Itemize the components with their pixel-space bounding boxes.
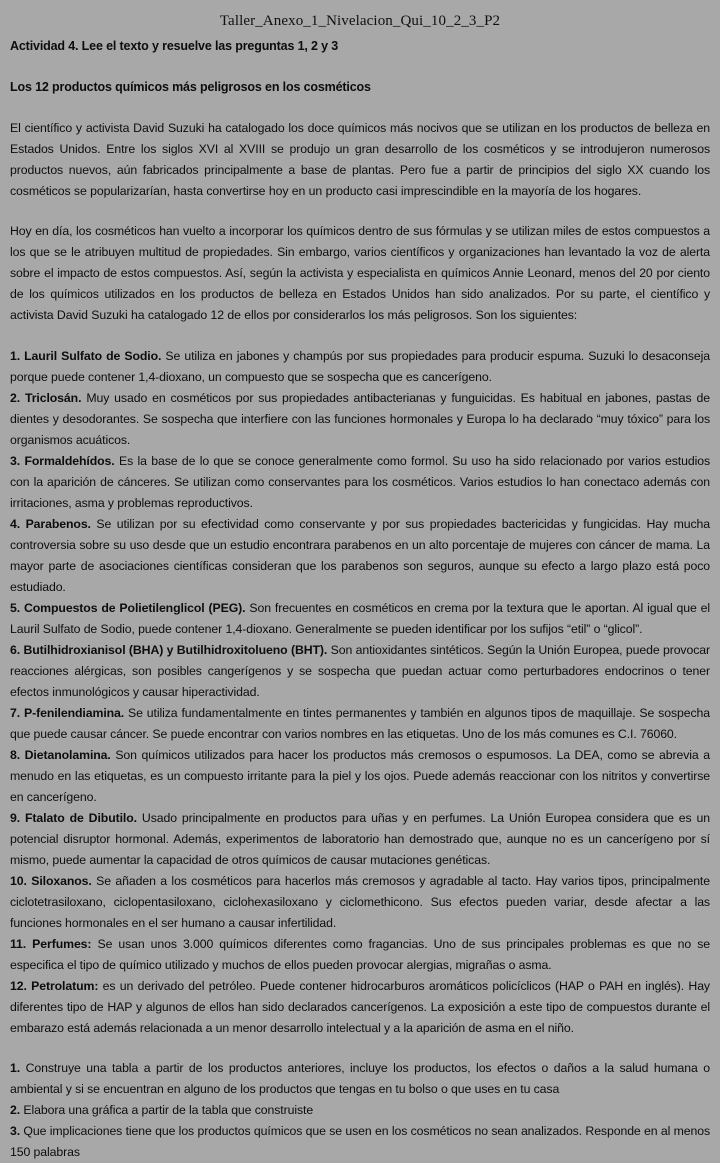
list-item: [10, 871, 710, 934]
chemical-number: 2.: [10, 391, 21, 406]
chemical-name: Parabenos.: [25, 517, 91, 532]
chemical-number: 8.: [10, 748, 21, 763]
chemical-name: Compuestos de Polietilenglicol (PEG).: [23, 601, 246, 616]
chemical-name: Triclosán.: [24, 391, 82, 406]
activity-instruction: Actividad 4. Lee el texto y resuelve las preguntas 1, 2 y 3: [10, 39, 339, 53]
chemical-name: Petrolatum:: [31, 979, 99, 994]
question-item: [10, 1058, 710, 1100]
questions-list: [10, 1058, 710, 1163]
list-item: [10, 640, 710, 703]
list-item: [10, 745, 710, 808]
chemical-name: Butilhidroxianisol (BHA) y Butilhidroxitolueno (BHT).: [23, 643, 328, 658]
chemical-description: Se usan unos 3.000 químicos diferentes como fragancias. Uno de sus principales problemas es que no se especifica el tipo de químico utilizado y muchos de ellos pueden provocar alergias, migrañas o asma.: [10, 937, 710, 973]
chemical-number: 1.: [10, 349, 21, 364]
question-number: 1.: [10, 1061, 21, 1076]
chemical-name: P-fenilendiamina.: [24, 706, 125, 721]
chemical-list: [10, 346, 710, 1039]
question-number: 2.: [10, 1103, 21, 1118]
list-item: [10, 514, 710, 598]
chemical-description: Se utiliza en jabones y champús por sus propiedades para producir espuma. Suzuki lo desaconseja porque puede contener 1,4-dioxano, un compuesto que se sospecha que es cancerígeno.: [10, 349, 710, 385]
chemical-description: Son antioxidantes sintéticos. Según la Unión Europea, puede provocar reacciones alérgicas, son posibles cangerígenos y se sospecha que puedan actuar como perturbadores endocrinos o tener efectos inmunológicos y causar hiperactividad.: [10, 643, 711, 700]
chemical-number: 3.: [10, 454, 21, 469]
chemical-description: Usado principalmente en productos para uñas y en perfumes. La Unión Europea considera que es un potencial disruptor hormonal. Además, experimentos de laboratorio han demostrado que, aunque no es un cancerígeno por sí mismo, puede aumentar la capacidad de otros químicos de causar mutaciones genéticas.: [10, 811, 710, 868]
list-item: [10, 976, 710, 1039]
chemical-name: Ftalato de Dibutilo.: [25, 811, 137, 826]
chemical-number: 5.: [10, 601, 21, 616]
list-item: [10, 808, 710, 871]
chemical-description: Se utilizan por su efectividad como conservante y por sus propiedades bactericidas y fungicidas. Hay mucha controversia sobre su uso desde que un estudio encontrara parabenos en un alto porcentaje de mujeres con cáncer de mama. La mayor parte de asociaciones científicas consideran que los parabenos son seguros, aunque su efecto a largo plazo está poco estudiado.: [10, 517, 710, 595]
chemical-description: Son químicos utilizados para hacer los productos más cremosos o espumosos. La DEA, como se abrevia a menudo en las etiquetas, es un compuesto irritante para la piel y los ojos. Puede además reaccionar con los nitritos y convertirse en cancerígeno.: [10, 748, 710, 805]
section-heading: Los 12 productos químicos más peligrosos en los cosméticos: [10, 79, 371, 94]
list-item: [10, 934, 710, 976]
question-text: Elabora una gráfica a partir de la tabla que construiste: [20, 1103, 314, 1118]
question-text: Construye una tabla a partir de los productos anteriores, incluye los productos, los efectos o daños a la salud humana o ambiental y si se encuentran en alguno de los productos que tengas en tu bolso o que uses en tu casa: [10, 1061, 710, 1097]
question-item: [10, 1121, 710, 1163]
chemical-description: Muy usado en cosméticos por sus propiedades antibacterianas y funguicidas. Es habitual en jabones, pastas de dientes y desodorantes. Se sospecha que interfiere con las funciones hormonales y Europa lo ha declarado “muy tóxico” para los organismos acuáticos.: [10, 391, 710, 448]
chemical-description: Se añaden a los cosméticos para hacerlos más cremosos y agradable al tacto. Hay varios tipos, principalmente ciclotetrasiloxano, ciclopentasiloxano, ciclohexasiloxano y ciclomethicono. Sus efectos pueden variar, desde afectar a las funciones hormonales en el ser humano a causar infertilidad.: [10, 874, 710, 931]
chemical-name: Siloxanos.: [31, 874, 92, 889]
chemical-description: Es la base de lo que se conoce generalmente como formol. Su uso ha sido relacionado por varios estudios con la aparición de cánceres. Se utilizan como conservantes para los cosméticos. Varios estudios lo han conectaco además con irritaciones, asma y problemas reproductivos.: [10, 454, 710, 511]
chemical-number: 11.: [10, 937, 27, 952]
list-item: [10, 388, 710, 451]
question-number: 3.: [10, 1124, 21, 1139]
document-title: Taller_Anexo_1_Nivelacion_Qui_10_2_3_P2: [219, 13, 501, 29]
chemical-name: Lauril Sulfato de Sodio.: [24, 349, 162, 364]
chemical-name: Dietanolamina.: [24, 748, 111, 763]
chemical-number: 4.: [10, 517, 21, 532]
chemical-description: Se utiliza fundamentalmente en tintes permanentes y también en algunos tipos de maquillaje. Se sospecha que puede causar cáncer. Se puede encontrar con varios nombres en las etiquetas. Uno de los más comunes es C.I. 76060.: [10, 706, 711, 742]
chemical-number: 7.: [10, 706, 21, 721]
list-item: [10, 703, 710, 745]
chemical-number: 9.: [10, 811, 21, 826]
chemical-name: Perfumes:: [32, 937, 92, 952]
question-text: Que implicaciones tiene que los productos químicos que se usen en los cosméticos no sean analizados. Responde en al menos 150 palabras: [10, 1124, 710, 1160]
intro-paragraph-2: Hoy en día, los cosméticos han vuelto a incorporar los químicos dentro de sus fórmulas y se utilizan miles de estos compuestos a los que se le atribuyen multitud de propiedades. Sin embargo, varios científicos y organizaciones han levantado la voz de alerta sobre el impacto de estos compuestos. Así, según la activista y especialista en químicos Annie Leonard, menos del 20 por ciento de los químicos utilizados en los productos de belleza en Estados Unidos han sido analizados. Por su parte, el científico y activista David Suzuki ha catalogado 12 de ellos por considerarlos los más peligrosos. Son los siguientes:: [10, 224, 710, 323]
intro-paragraph-1: El científico y activista David Suzuki ha catalogado los doce químicos más nocivos que se utilizan en los productos de belleza en Estados Unidos. Entre los siglos XVI al XVIII se produjo un gran desarrollo de los cosméticos y se introdujeron numerosos productos nuevos, aún fabricados principalmente a base de plantas. Pero fue a partir de principios del siglo XX cuando los cosméticos se popularizarían, hasta convertirse hoy en un producto casi imprescindible en la mayoría de los hogares.: [10, 121, 710, 199]
list-item: [10, 598, 710, 640]
question-item: [10, 1100, 710, 1121]
chemical-name: Formaldehídos.: [24, 454, 115, 469]
chemical-number: 6.: [10, 643, 21, 658]
chemical-number: 10.: [10, 874, 27, 889]
chemical-number: 12.: [10, 979, 27, 994]
chemical-description: Son frecuentes en cosméticos en crema por la textura que le aportan. Al igual que el Lauril Sulfato de Sodio, puede contener 1,4-dioxano. Generalmente se pueden identificar por los sufijos “etil” o “glicol”.: [10, 601, 710, 637]
list-item: [10, 346, 710, 388]
list-item: [10, 451, 710, 514]
chemical-description: es un derivado del petróleo. Puede contener hidrocarburos aromáticos policíclicos (HAP o PAH en inglés). Hay diferentes tipo de HAP y algunos de ellos han sido declarados cancerígenos. La exposición a este tipo de compuestos durante el embarazo está además relacionada a un menor desarrollo intelectual y a la aparición de asma en el niño.: [10, 979, 710, 1036]
